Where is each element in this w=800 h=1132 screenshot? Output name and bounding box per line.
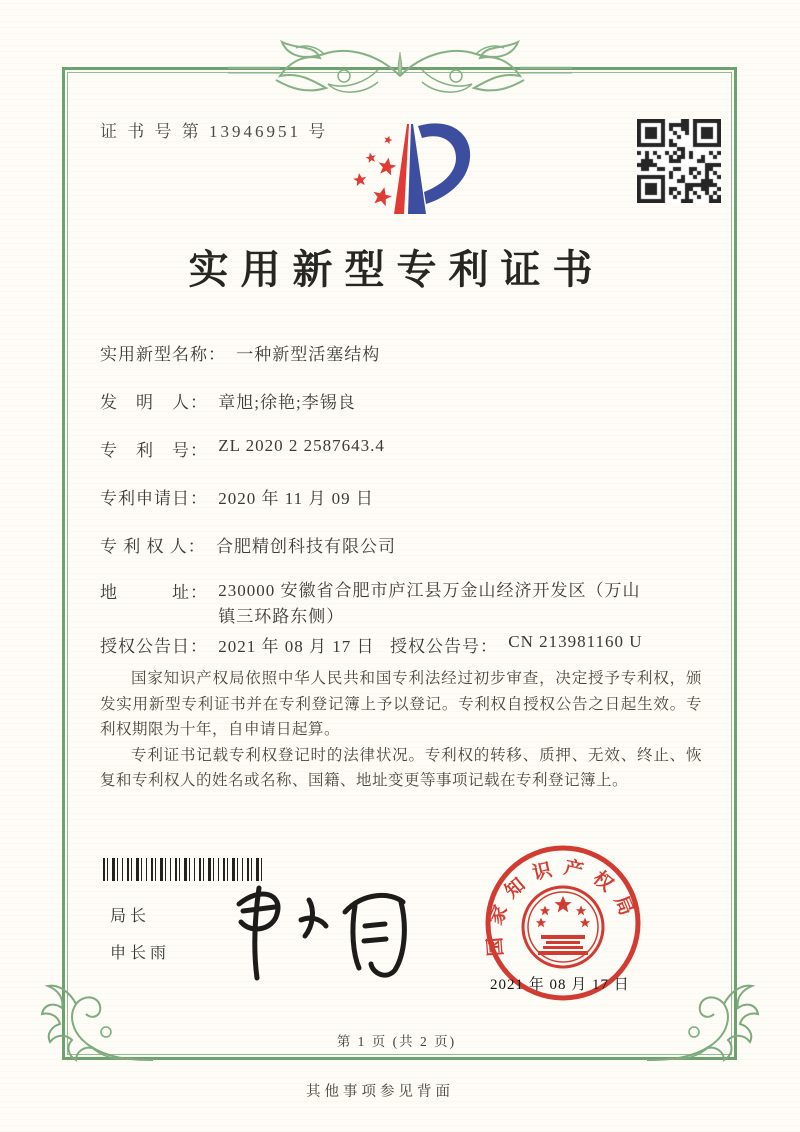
legal-paragraph-1: 国家知识产权局依照中华人民共和国专利法经过初步审查，决定授予专利权，颁发实用新型专利证书并在专利登记簿上予以登记。专利权自授权公告之日起生效。专利权期限为十年，自申请日起算。 — [100, 670, 702, 738]
field-label: 发 明 人： — [100, 393, 208, 412]
field-value: 一种新型活塞结构 — [236, 345, 381, 364]
top-flourish-ornament — [228, 24, 572, 116]
field-value: 230000 安徽省合肥市庐江县万金山经济开发区（万山镇三环路东侧） — [218, 581, 641, 626]
field-grant-number — [390, 632, 643, 657]
field-value: ZL 2020 2 2587643.4 — [218, 436, 385, 455]
field-value: CN 213981160 U — [508, 632, 643, 651]
field-grant-date — [100, 632, 700, 657]
field-label: 实用新型名称： — [100, 345, 226, 364]
field-label: 地 址： — [100, 583, 208, 602]
bottom-right-flourish — [642, 972, 772, 1077]
field-label: 授权公告日： — [100, 637, 208, 656]
field-filing-date — [100, 484, 700, 509]
back-note: 其他事项参见背面 — [306, 1084, 454, 1100]
field-value: 2021 年 08 月 17 日 — [218, 637, 375, 656]
certificate-number: 证 书 号 第 13946951 号 — [100, 122, 329, 141]
field-address — [100, 578, 700, 630]
seal-arc-text: 国家知识产权局 — [484, 857, 641, 957]
field-label: 专 利 权 人： — [100, 537, 206, 556]
field-utility-model-name — [100, 340, 700, 365]
legal-text — [100, 666, 702, 794]
field-label: 专 利 号： — [100, 441, 208, 460]
director-signature — [213, 874, 433, 984]
director-name-label: 申长雨 — [110, 945, 171, 962]
field-value: 2020 年 11 月 09 日 — [218, 489, 374, 508]
field-inventors — [100, 388, 700, 413]
seal-date: 2021 年 08 月 17 日 — [490, 977, 630, 993]
field-label: 授权公告号： — [390, 637, 498, 656]
field-patent-number — [100, 436, 700, 461]
legal-paragraph-2: 专利证书记载专利权登记时的法律状况。专利权的转移、质押、无效、终止、恢复和专利权人的姓名或名称、国籍、地址变更等事项记载在专利登记簿上。 — [100, 746, 702, 789]
bottom-left-flourish — [28, 972, 158, 1077]
director-role-label: 局长 — [110, 908, 151, 925]
field-label: 专利申请日： — [100, 489, 208, 508]
page-number: 第 1 页 (共 2 页) — [336, 1034, 457, 1049]
certificate-title: 实用新型专利证书 — [188, 247, 605, 292]
field-patentee — [100, 532, 700, 557]
field-value: 章旭;徐艳;李锡良 — [218, 393, 356, 412]
qr-code — [637, 119, 721, 203]
cnipa-logo-icon — [338, 110, 510, 238]
field-value: 合肥精创科技有限公司 — [216, 537, 396, 556]
